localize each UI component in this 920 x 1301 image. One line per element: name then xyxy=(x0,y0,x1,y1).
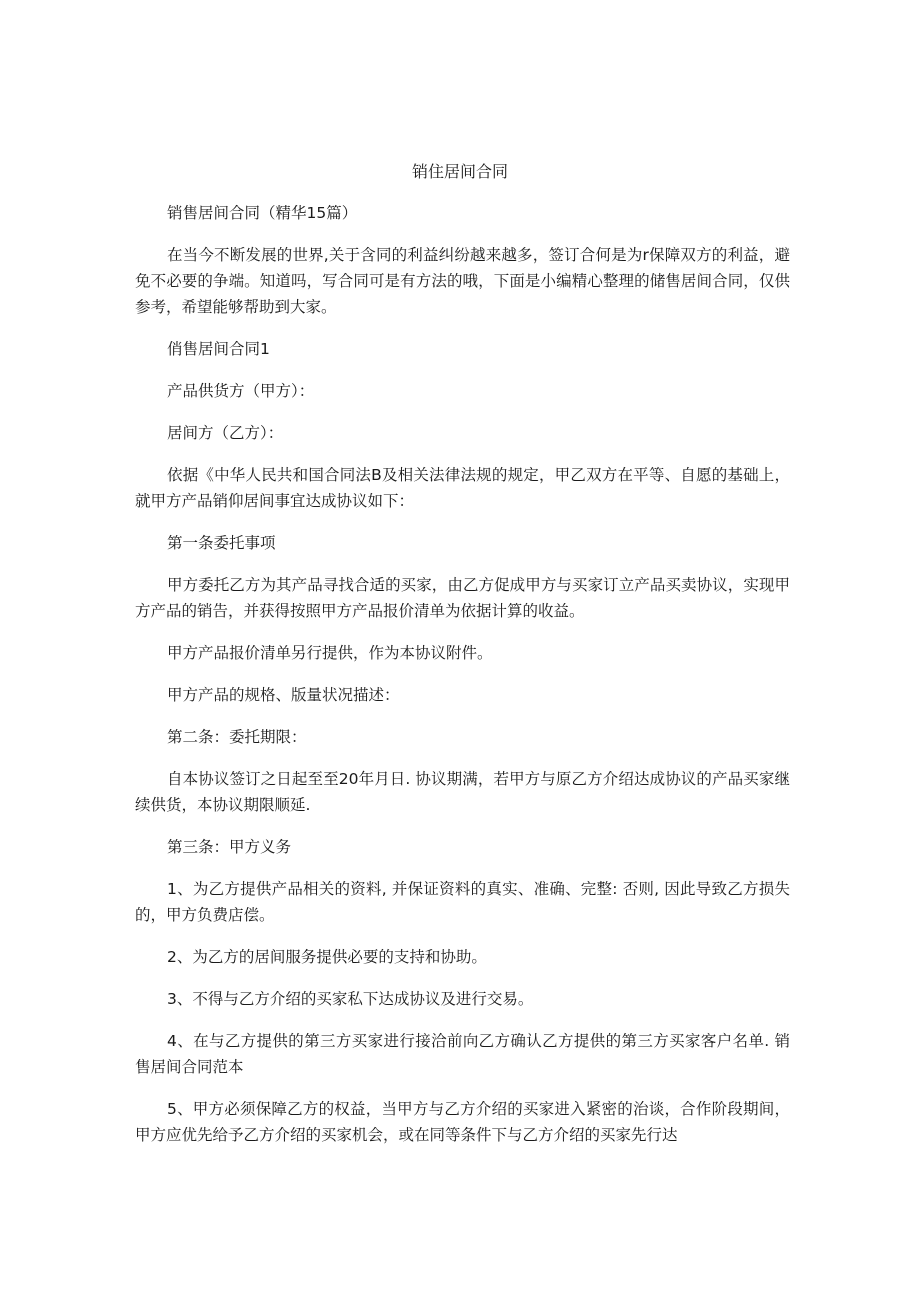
paragraph-subtitle: 销售居间合同（精华15篇） xyxy=(167,204,358,222)
paragraph-duty-4: 4、在与乙方提供的第三方买家进行接洽前向乙方确认乙方提供的第三方买家客户名单. 销售居间合同范本 xyxy=(135,1032,790,1076)
paragraph-article-3-heading: 第三条：甲方义务 xyxy=(167,838,292,856)
paragraph-legal-basis: 依据《中华人民共和国合同法B及相关法律法规的规定，甲乙双方在平等、自愿的基础上，就甲方产品销仰居间事宜达成协议如下： xyxy=(135,466,790,510)
paragraph-article-1-heading: 第一条委托事项 xyxy=(167,534,276,552)
paragraph-duty-5: 5、甲方必须保障乙方的权益，当甲方与乙方介绍的买家进入紧密的治谈，合作阶段期间，甲方应优先给予乙方介绍的买家机会，或在同等条件下与乙方介绍的买家先行达 xyxy=(135,1100,790,1144)
paragraph-article-2-body: 自本协议签订之日起至至20年月日. 协议期满，若甲方与原乙方介绍达成协议的产品买家继续供货，本协议期限顺延. xyxy=(135,770,790,814)
paragraph-article-2-heading: 第二条：委托期限： xyxy=(167,728,307,746)
paragraph-duty-2: 2、为乙方的居间服务提供必要的支持和协助。 xyxy=(167,948,487,966)
document-title: 销住居间合同 xyxy=(411,162,508,181)
paragraph-intro: 在当今不断发展的世界,关于含同的利益纠纷越来越多，签订合何是为r保障双方的利益，避免不必要的争端。知道吗，写合同可是有方法的哦，下面是小编精心整理的储售居间合同，仅供参考，希望能够帮助到大家。 xyxy=(135,246,790,316)
paragraph-contract-heading: 俏售居间合同1 xyxy=(167,340,270,358)
paragraph-price-list: 甲方产品报价清单另行提供，作为本协议附件。 xyxy=(167,644,493,662)
paragraph-product-spec: 甲方产品的规格、版量状况描述： xyxy=(167,686,400,704)
document-body xyxy=(135,200,790,1164)
paragraph-article-1-body: 甲方委托乙方为其产品寻找合适的买家，由乙方促成甲方与买家订立产品买卖协议，实现甲方产品的销告，并获得按照甲方产品报价清单为依据计算的收益。 xyxy=(135,576,790,620)
paragraph-party-a: 产品供货方（甲方）： xyxy=(167,382,315,400)
paragraph-party-b: 居间方（乙方）： xyxy=(167,424,284,442)
paragraph-duty-3: 3、不得与乙方介绍的买家私下达成协议及进行交易。 xyxy=(167,990,534,1008)
paragraph-duty-1: 1、为乙方提供产品相关的资料, 并保证资料的真实、准确、完整: 否则, 因此导致乙方损失的，甲方负费店偿。 xyxy=(135,880,790,924)
